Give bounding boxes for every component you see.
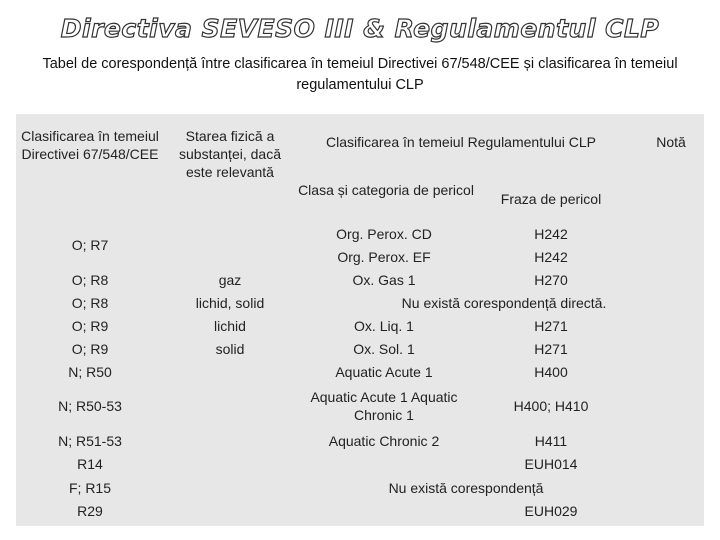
- row-7-directive: N; R50: [68, 364, 112, 380]
- row-11-no-correspondence: Nu există corespondență: [388, 480, 544, 496]
- row-2-hazard-class: Org. Perox. EF: [337, 249, 431, 265]
- header-hazard-statement: Fraza de pericol: [500, 191, 602, 207]
- row-8-hazard-class: Aquatic Acute 1 Aquatic Chronic 1: [310, 389, 458, 423]
- row-12-directive: R29: [77, 503, 103, 519]
- header-physical-state: Starea fizică a substanței, dacă este relevantă: [179, 128, 281, 180]
- row-7-hazard-statement: H400: [534, 364, 568, 380]
- row-5-physical-state: lichid: [214, 318, 246, 334]
- row-9-directive: N; R51-53: [58, 433, 122, 449]
- row-11-directive: F; R15: [68, 480, 111, 496]
- row-5-hazard-statement: H271: [534, 318, 568, 334]
- row-6-directive: O; R9: [71, 341, 109, 357]
- row-2-directive: O; R7: [71, 237, 109, 253]
- row-6-physical-state: solid: [215, 341, 245, 357]
- row-4-no-correspondence: Nu există corespondență directă.: [401, 295, 607, 311]
- row-5-hazard-class: Ox. Liq. 1: [354, 318, 414, 334]
- row-3-hazard-class: Ox. Gas 1: [352, 272, 416, 288]
- row-3-physical-state: gaz: [218, 272, 242, 288]
- row-6-hazard-statement: H271: [534, 341, 568, 357]
- page-title: Directiva SEVESO III & Regulamentul CLP: [60, 14, 660, 43]
- row-10-directive: R14: [77, 456, 103, 472]
- page-subtitle: Tabel de corespondență între clasificarea în temeiul Directivei 67/548/CEE și clasificarea în temeiul regulamentului CLP: [42, 56, 678, 93]
- row-8-directive: N; R50-53: [58, 398, 122, 414]
- row-8-hazard-statement: H400; H410: [513, 398, 589, 414]
- row-1-hazard-class: Org. Perox. CD: [336, 226, 432, 242]
- header-directive-classification: Clasificarea în temeiul Directivei 67/548/CEE: [21, 128, 159, 162]
- row-9-hazard-statement: H411: [534, 433, 568, 449]
- row-10-hazard-statement: EUH014: [524, 456, 578, 472]
- row-6-hazard-class: Ox. Sol. 1: [353, 341, 415, 357]
- row-7-hazard-class: Aquatic Acute 1: [335, 364, 433, 380]
- header-note: Notă: [656, 134, 686, 150]
- row-1-hazard-statement: H242: [534, 226, 568, 242]
- row-12-hazard-statement: EUH029: [524, 503, 578, 519]
- row-3-hazard-statement: H270: [534, 272, 568, 288]
- row-9-hazard-class: Aquatic Chronic 2: [328, 433, 440, 449]
- header-clp-classification: Clasificarea în temeiul Regulamentului CLP: [325, 134, 597, 150]
- row-5-directive: O; R9: [71, 318, 109, 334]
- row-4-physical-state: lichid, solid: [195, 295, 265, 311]
- row-4-directive: O; R8: [71, 295, 109, 311]
- row-3-directive: O; R8: [71, 272, 109, 288]
- header-hazard-class: Clasa și categoria de pericol: [298, 182, 474, 198]
- row-2-hazard-statement: H242: [534, 249, 568, 265]
